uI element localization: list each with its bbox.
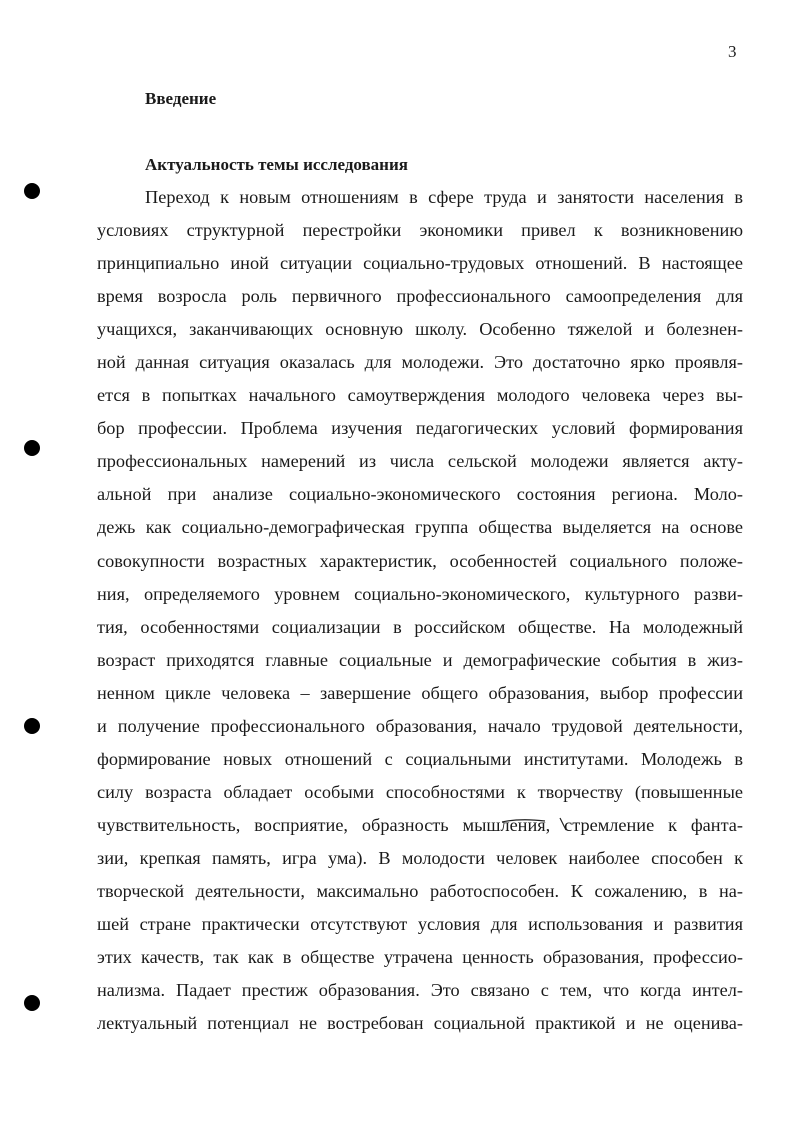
pen-underline-mark xyxy=(500,808,580,838)
body-line: силу возраста обладает особыми способностями к творчеству (повышенные xyxy=(97,781,743,802)
punch-hole xyxy=(24,718,40,734)
body-line: дежь как социально-демографическая группа общества выделяется на основе xyxy=(97,517,743,538)
body-line: ется в попытках начального самоутверждения молодого человека через вы- xyxy=(97,385,743,406)
body-line: чувствительность, восприятие, образность мышления, стремление к фанта- xyxy=(97,814,743,835)
body-line: условиях структурной перестройки экономики привел к возникновению xyxy=(97,220,743,241)
body-line: формирование новых отношений с социальными институтами. Молодежь в xyxy=(97,748,743,769)
body-line: ненном цикле человека – завершение общего образования, выбор профессии xyxy=(97,682,743,703)
body-line: бор профессии. Проблема изучения педагогических условий формирования xyxy=(97,418,743,439)
body-line: нализма. Падает престиж образования. Это связано с тем, что когда интел- xyxy=(97,980,743,1001)
punch-hole xyxy=(24,995,40,1011)
body-line: профессиональных намерений из числа сельской молодежи является акту- xyxy=(97,451,743,472)
body-line: Переход к новым отношениям в сфере труда и занятости населения в xyxy=(145,187,743,207)
body-line: этих качеств, так как в обществе утрачена ценность образования, профессио- xyxy=(97,947,743,968)
body-line: альной при анализе социально-экономического состояния региона. Моло- xyxy=(97,484,743,505)
body-line: шей стране практически отсутствуют условия для использования и развития xyxy=(97,914,743,935)
introduction-heading: Введение xyxy=(145,89,217,108)
punch-hole xyxy=(24,183,40,199)
relevance-heading: Актуальность темы исследования xyxy=(145,155,408,174)
body-line: ной данная ситуация оказалась для молодежи. Это достаточно ярко проявля- xyxy=(97,352,743,373)
body-line: зии, крепкая память, игра ума). В молодости человек наиболее способен к xyxy=(97,847,743,868)
body-line: возраст приходятся главные социальные и демографические события в жиз- xyxy=(97,649,743,670)
body-line: совокупности возрастных характеристик, особенностей социального положе- xyxy=(97,550,743,571)
body-line: и получение профессионального образования, начало трудовой деятельности, xyxy=(97,715,743,736)
body-line: ния, определяемого уровнем социально-экономического, культурного разви- xyxy=(97,583,743,604)
page-number: 3 xyxy=(728,42,737,61)
punch-hole xyxy=(24,440,40,456)
body-line: учащихся, заканчивающих основную школу. Особенно тяжелой и болезнен- xyxy=(97,319,743,340)
body-line: принципиально иной ситуации социально-трудовых отношений. В настоящее xyxy=(97,253,743,274)
body-line: творческой деятельности, максимально работоспособен. К сожалению, в на- xyxy=(97,880,743,901)
body-line: время возросла роль первичного профессионального самоопределения для xyxy=(97,286,743,307)
body-line: лектуальный потенциал не востребован социальной практикой и не оценива- xyxy=(97,1013,743,1034)
body-line: тия, особенностями социализации в российском обществе. На молодежный xyxy=(97,616,743,637)
body-paragraph xyxy=(97,181,743,1040)
